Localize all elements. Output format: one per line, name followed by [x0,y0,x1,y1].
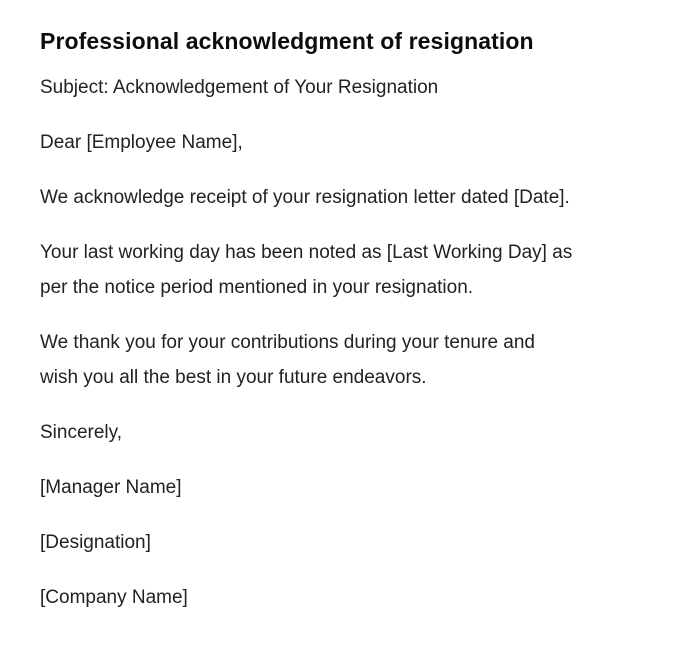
closing-sincerely [40,415,660,450]
paragraph-text: We acknowledge receipt of your resignation letter dated [Date]. [40,187,570,208]
signature-designation [40,525,660,560]
paragraph-text-line-2: per the notice period mentioned in your resignation. [40,277,474,298]
signature-company-name [40,580,660,615]
subject-line [40,70,660,105]
signature-text: [Designation] [40,532,151,553]
signature-manager-name [40,470,660,505]
paragraph-last-working-day [40,235,660,305]
salutation-text: Dear [Employee Name], [40,132,243,153]
signature-text: [Company Name] [40,587,188,608]
salutation [40,125,660,160]
paragraph-text-line-1: Your last working day has been noted as [Last Working Day] as [40,242,573,263]
paragraph-acknowledge-receipt [40,180,660,215]
subject-line-text: Subject: Acknowledgement of Your Resignation [40,77,439,98]
paragraph-text-line-1: We thank you for your contributions during your tenure and [40,332,535,353]
closing-text: Sincerely, [40,422,123,443]
paragraph-thank-you [40,325,660,395]
signature-text: [Manager Name] [40,477,182,498]
page-title: Professional acknowledgment of resignation [40,28,534,54]
paragraph-text-line-2: wish you all the best in your future endeavors. [40,367,427,388]
